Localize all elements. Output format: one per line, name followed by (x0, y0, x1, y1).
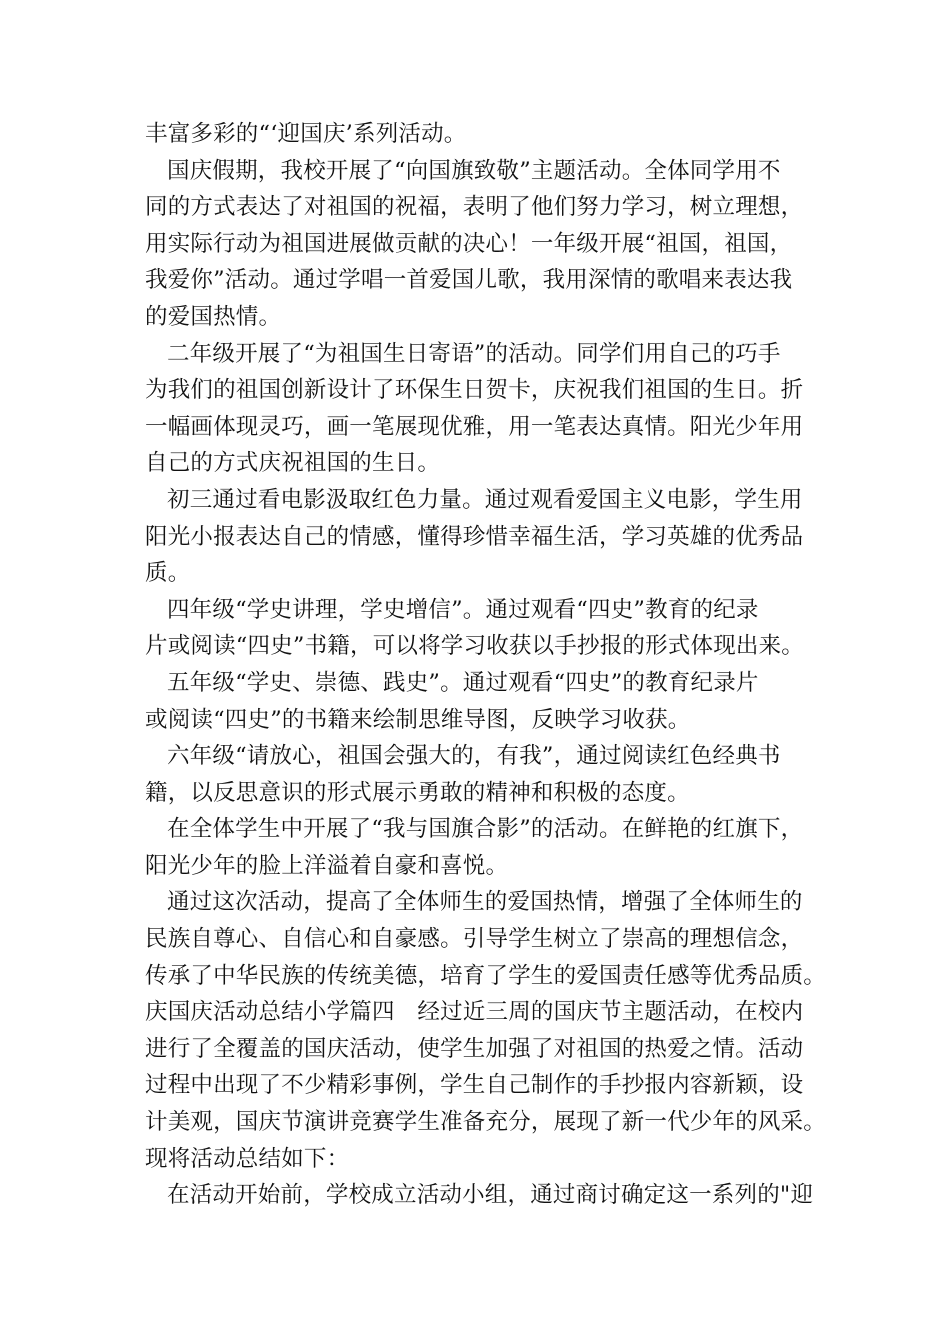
document-body (145, 116, 825, 1214)
text-line: 庆国庆活动总结小学篇四 经过近三周的国庆节主题活动，在校内 (145, 999, 804, 1026)
text-line: 传承了中华民族的传统美德，培育了学生的爱国责任感等优秀品质。 (145, 962, 827, 989)
text-line: 在全体学生中开展了“我与国旗合影”的活动。在鲜艳的红旗下， (167, 816, 804, 843)
text-line: 民族自尊心、自信心和自豪感。引导学生树立了崇高的理想信念， (145, 926, 804, 953)
text-line: 初三通过看电影汲取红色力量。通过观看爱国主义电影，学生用 (167, 486, 803, 513)
text-line: 四年级“学史讲理，学史增信”。通过观看“四史”教育的纪录 (167, 596, 759, 623)
text-line: 计美观，国庆节演讲竞赛学生准备充分，展现了新一代少年的风采。 (145, 1109, 827, 1136)
text-line: 通过这次活动，提高了全体师生的爱国热情，增强了全体师生的 (167, 889, 803, 916)
text-line: 阳光小报表达自己的情感，懂得珍惜幸福生活，学习英雄的优秀品 (145, 523, 804, 550)
text-line: 的爱国热情。 (145, 303, 282, 330)
text-line: 丰富多彩的“‘迎国庆’系列活动。 (145, 121, 467, 147)
text-line: 在活动开始前，学校成立活动小组，通过商讨确定这一系列的"迎 (167, 1182, 814, 1209)
text-line: 过程中出现了不少精彩事例，学生自己制作的手抄报内容新颖，设 (145, 1072, 804, 1099)
text-line: 六年级“请放心，祖国会强大的，有我”，通过阅读红色经典书 (167, 743, 781, 770)
text-line: 一幅画体现灵巧，画一笔展现优雅，用一笔表达真情。阳光少年用 (145, 413, 804, 440)
text-line: 国庆假期，我校开展了“向国旗致敬”主题活动。全体同学用不 (167, 157, 781, 184)
text-line: 我爱你”活动。通过学唱一首爱国儿歌，我用深情的歌唱来表达我 (145, 267, 793, 294)
text-line: 二年级开展了“为祖国生日寄语”的活动。同学们用自己的巧手 (167, 340, 781, 367)
text-line: 片或阅读“四史”书籍，可以将学习收获以手抄报的形式体现出来。 (145, 633, 805, 660)
text-line: 阳光少年的脸上洋溢着自豪和喜悦。 (145, 852, 509, 879)
text-line: 现将活动总结如下： (145, 1145, 350, 1172)
text-line: 同的方式表达了对祖国的祝福，表明了他们努力学习，树立理想， (145, 194, 804, 221)
text-line: 为我们的祖国创新设计了环保生日贺卡，庆祝我们祖国的生日。折 (145, 377, 804, 404)
text-line: 籍，以反思意识的形式展示勇敢的精神和积极的态度。 (145, 779, 690, 806)
text-line: 自己的方式庆祝祖国的生日。 (145, 450, 441, 477)
text-line: 或阅读“四史”的书籍来绘制思维导图，反映学习收获。 (145, 706, 691, 733)
text-line: 进行了全覆盖的国庆活动，使学生加强了对祖国的热爱之情。活动 (145, 1035, 804, 1062)
text-line: 五年级“学史、崇德、践史”。通过观看“四史”的教育纪录片 (167, 669, 759, 696)
text-line: 用实际行动为祖国进展做贡献的决心！一年级开展“祖国，祖国， (145, 230, 793, 257)
text-line: 质。 (145, 560, 191, 587)
